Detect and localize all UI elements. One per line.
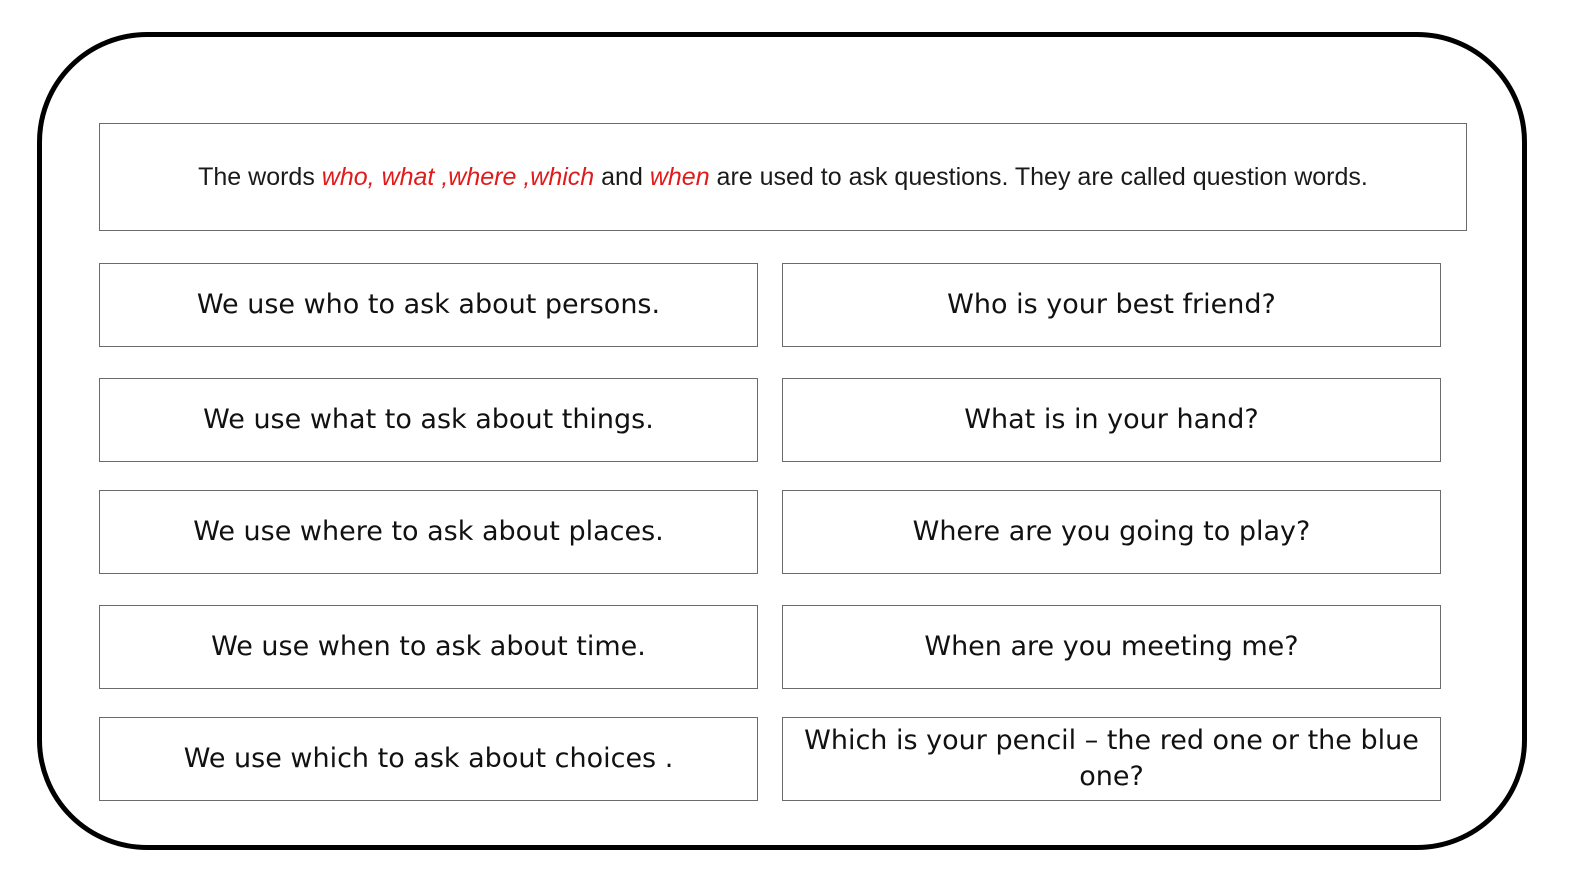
keyword-who: who, <box>321 162 375 191</box>
example-card-which: Which is your pencil – the red one or the blue one? <box>782 717 1441 801</box>
example-card-who: Who is your best friend? <box>782 263 1441 347</box>
keyword-which: ,which <box>523 162 595 191</box>
example-card-when: When are you meeting me? <box>782 605 1441 689</box>
rule-card-what: We use what to ask about things. <box>99 378 758 462</box>
keyword-when: when <box>649 162 710 191</box>
intro-prefix: The words <box>198 162 322 191</box>
example-card-what: What is in your hand? <box>782 378 1441 462</box>
example-card-where: Where are you going to play? <box>782 490 1441 574</box>
keyword-what: what <box>381 162 435 191</box>
intro-box <box>99 123 1467 231</box>
rule-card-which: We use which to ask about choices . <box>99 717 758 801</box>
intro-suffix: are used to ask questions. They are called question words. <box>716 162 1368 191</box>
rule-card-where: We use where to ask about places. <box>99 490 758 574</box>
intro-sentence <box>198 163 1368 192</box>
keyword-where: ,where <box>441 162 517 191</box>
intro-and: and <box>601 162 643 191</box>
rule-card-when: We use when to ask about time. <box>99 605 758 689</box>
rule-card-who: We use who to ask about persons. <box>99 263 758 347</box>
